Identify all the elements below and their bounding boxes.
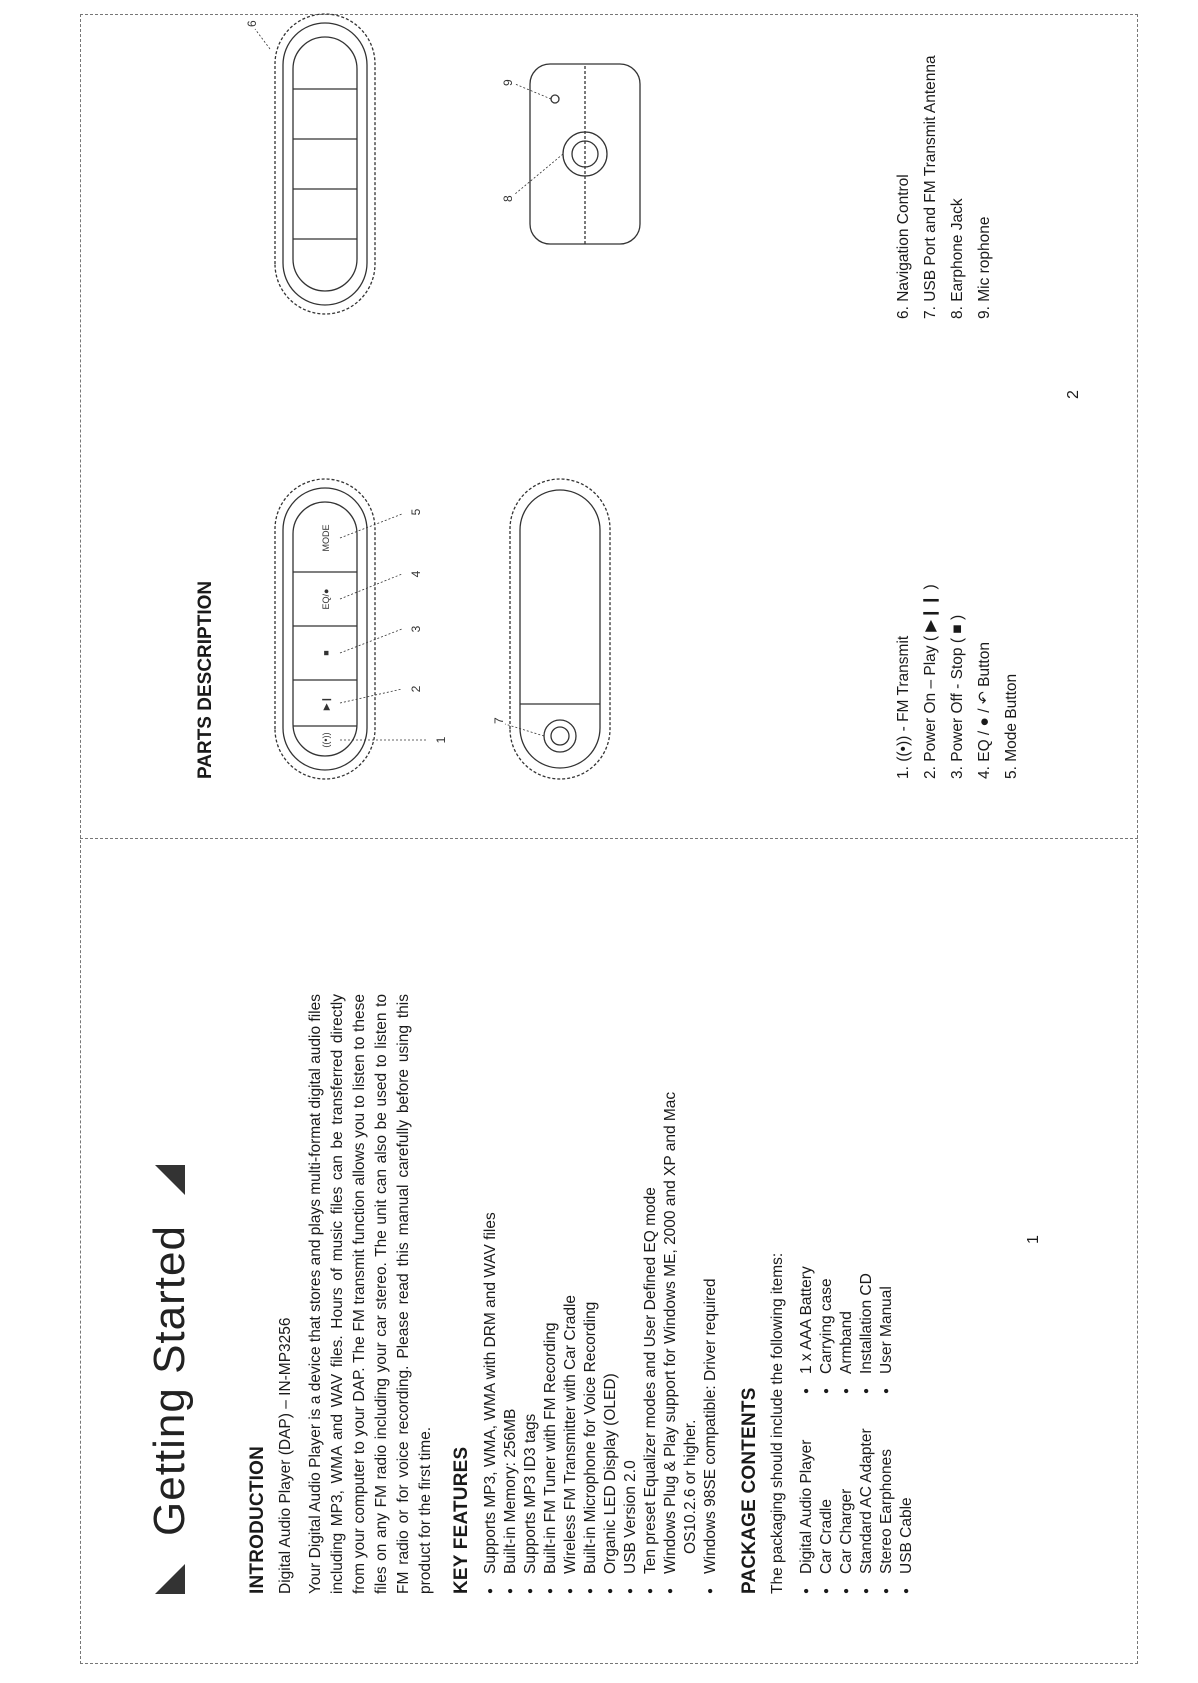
list-item: ● Built-in FM Tuner with FM Recording — [541, 889, 561, 1594]
chapter-title: Getting Started — [145, 1225, 194, 1536]
list-item: 8. Earphone Jack — [949, 198, 966, 319]
introduction-subtitle: Digital Audio Player (DAP) – IN-MP3256 — [277, 1317, 294, 1594]
list-item: 7. USB Port and FM Transmit Antenna — [922, 55, 939, 319]
list-item: ● Organic LED Display (OLED) — [601, 889, 621, 1594]
chapter-header — [145, 889, 195, 1594]
package-contents-columns — [797, 889, 917, 1594]
list-item: 4. EQ / ● / ↶ Button — [976, 642, 993, 779]
callout-9: 9 — [501, 79, 515, 86]
rotated-spread — [80, 14, 1138, 1664]
list-item: ● Supports MP3 ID3 tags — [521, 889, 541, 1594]
list-item: ● Car Charger — [837, 1394, 857, 1594]
page-number: 2 — [1065, 390, 1082, 399]
list-item: ● Stereo Earphones — [877, 1394, 897, 1594]
page-number: 1 — [1025, 1235, 1042, 1244]
callout-8: 8 — [501, 195, 515, 202]
callout-6: 6 — [245, 20, 259, 27]
list-item: 6. Navigation Control — [895, 174, 912, 319]
list-item: 5. Mode Button — [1003, 673, 1020, 779]
package-contents-intro: The packaging should include the following items: — [769, 1252, 786, 1594]
page-2 — [80, 14, 1138, 839]
list-item: ● USB Version 2.0 — [621, 889, 641, 1594]
device-front-diagram — [250, 454, 465, 784]
button-stop-icon: ■ — [321, 650, 331, 656]
device-end-diagram — [500, 44, 660, 264]
button-eq-icon: EQ/● — [321, 588, 331, 610]
device-side-diagram — [245, 0, 450, 319]
callout-5: 5 — [409, 508, 423, 516]
key-features-heading: KEY FEATURES — [451, 1446, 472, 1594]
package-column-b — [797, 1266, 917, 1394]
list-item: 2. Power On – Play ( ▶❙❙ ) — [922, 584, 939, 779]
introduction-heading: INTRODUCTION — [247, 1445, 268, 1594]
list-item: 3. Power Off - Stop ( ■ ) — [949, 614, 966, 779]
list-item: 9. Mic rophone — [976, 216, 993, 319]
list-item: ● Digital Audio Player — [797, 1394, 817, 1594]
callout-3: 3 — [409, 625, 423, 633]
list-item: ● Ten preset Equalizer modes and User Defined EQ mode — [641, 889, 661, 1594]
callout-1: 1 — [434, 736, 448, 744]
page-1 — [80, 839, 1138, 1664]
triangle-left-icon — [155, 1564, 185, 1594]
list-item: ● Car Cradle — [817, 1394, 837, 1594]
triangle-right-icon — [155, 1165, 185, 1195]
list-item: ● Installation CD — [857, 1266, 877, 1394]
callout-7: 7 — [492, 717, 506, 724]
list-item: ● USB Cable — [897, 1394, 917, 1594]
introduction-body: Your Digital Audio Player is a device that stores and plays multi-format digital audio files including MP3, WMA and WAV files. Hours of music files can be transferred directly from your computer to your DAP. The FM transmit function allows you to listen to these files on any FM radio including your car stereo. The unit can also be used to listen to FM radio or for voice recording. Please read this manual carefully before using this product for the first time. — [307, 994, 434, 1594]
button-play-icon: ▶❙ — [321, 695, 331, 711]
button-mode-icon: MODE — [321, 524, 331, 552]
list-item: ● Carrying case — [817, 1266, 837, 1394]
key-features-list — [481, 889, 721, 1594]
list-item: ● Standard AC Adapter — [857, 1394, 877, 1594]
callout-2: 2 — [409, 685, 423, 693]
list-item: ● Windows 98SE compatible: Driver required — [701, 889, 721, 1594]
list-item: 1. ((•)) - FM Transmit — [895, 635, 912, 779]
list-item: ● 1 x AAA Battery — [797, 1266, 817, 1394]
parts-list-b — [890, 55, 998, 319]
list-item: ● Armband — [837, 1266, 857, 1394]
list-item: ● Built-in Microphone for Voice Recording — [581, 889, 601, 1594]
package-column-a — [797, 1394, 917, 1594]
list-item: ● User Manual — [877, 1266, 897, 1394]
callout-4: 4 — [409, 570, 423, 578]
list-item: ● Windows Plug & Play support for Windows ME, 2000 and XP and Mac — [661, 889, 681, 1594]
parts-list-a — [890, 584, 1025, 779]
list-item: ● Wireless FM Transmitter with Car Cradle — [561, 889, 581, 1594]
parts-heading: PARTS DESCRIPTION — [195, 580, 216, 779]
device-back-diagram — [492, 454, 660, 784]
package-contents-heading: PACKAGE CONTENTS — [739, 1387, 760, 1594]
list-item-continuation: OS10.2.6 or higher. — [682, 1419, 699, 1554]
list-item: ● Supports MP3, WMA, WMA with DRM and WAV files — [481, 889, 501, 1594]
button-fm-icon: ((•)) — [321, 732, 331, 748]
list-item: ● Built-in Memory: 256MB — [501, 889, 521, 1594]
